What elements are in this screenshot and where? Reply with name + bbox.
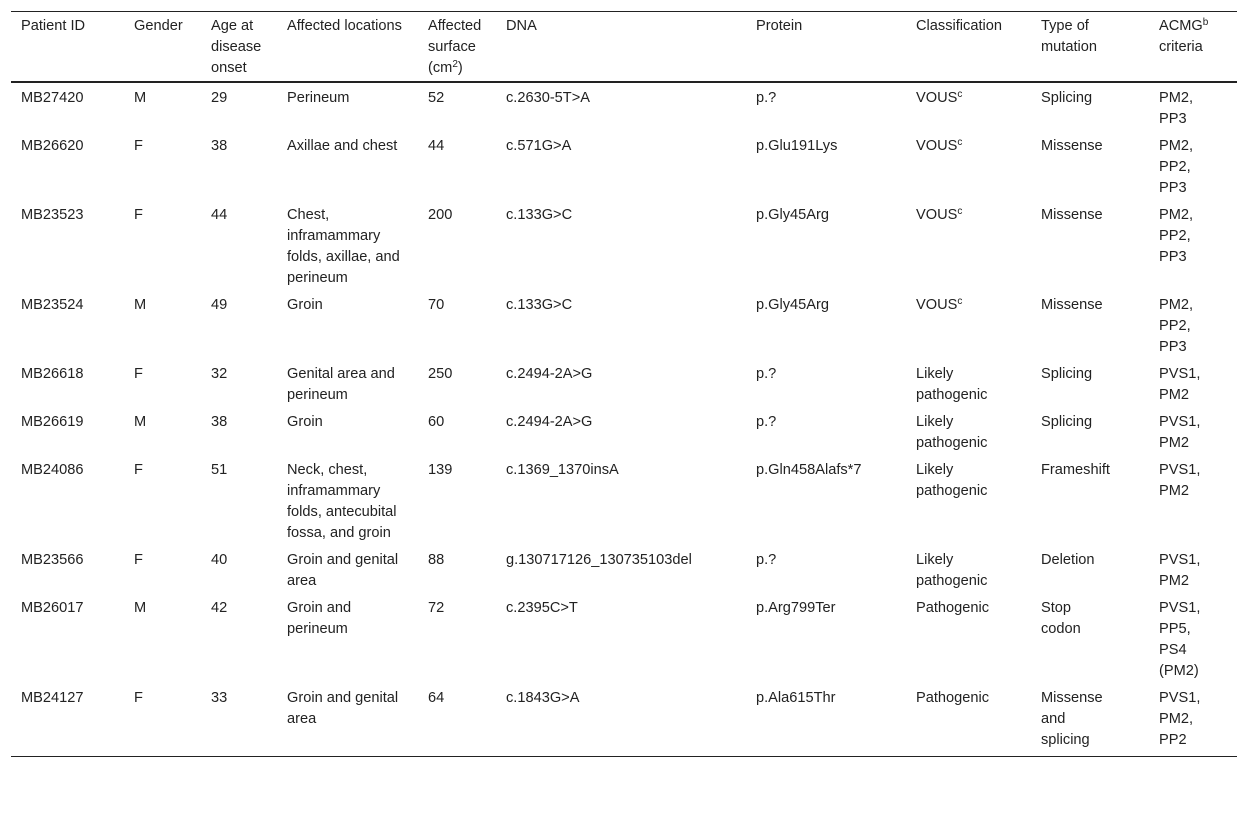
- cell-age: 44: [211, 207, 228, 223]
- mutation-table: [11, 11, 1237, 757]
- cell-mutation-type: Frameshift: [1041, 462, 1110, 478]
- cell-affected-surface: 52: [428, 90, 445, 106]
- cell-mutation-type: Splicing: [1041, 90, 1093, 106]
- table-row: [11, 359, 1237, 407]
- cell-mutation-type: Missense: [1041, 297, 1103, 313]
- header-gender: Gender: [124, 12, 201, 83]
- cell-protein: p.?: [756, 366, 777, 382]
- cell-acmg-criteria: PVS1, PM2: [1159, 552, 1201, 589]
- header-acmg-criteria: ACMG$^b$ criteria: [1149, 12, 1237, 83]
- cell-protein: p.?: [756, 90, 777, 106]
- cell-affected-locations: Groin and genital area: [277, 683, 418, 757]
- cell-mutation-type: Stop codon: [1041, 600, 1081, 637]
- cell-affected-surface: 64: [418, 683, 496, 757]
- cell-affected-locations: Groin: [287, 414, 323, 430]
- cell-age: 38: [211, 138, 228, 154]
- cell-patient-id: MB23524: [21, 297, 84, 313]
- cell-patient-id: MB24086: [21, 462, 84, 478]
- header-patient-id: Patient ID: [11, 12, 124, 83]
- table-row: [11, 593, 1237, 683]
- cell-protein: p.Gly45Arg: [756, 207, 830, 223]
- cell-gender: F: [134, 552, 143, 568]
- cell-classification: Pathogenic: [906, 683, 1031, 757]
- cell-mutation-type: Missense and splicing: [1031, 683, 1149, 757]
- cell-acmg-criteria: PVS1, PM2: [1159, 462, 1201, 499]
- cell-classification: Likely pathogenic: [916, 552, 988, 589]
- header-classification: Classification: [906, 12, 1031, 83]
- table-body: [11, 82, 1237, 757]
- cell-gender: M: [134, 600, 147, 616]
- header-row: [11, 12, 1237, 83]
- header-age-at-onset: Age at disease onset: [201, 12, 277, 83]
- cell-patient-id: MB24127: [11, 683, 124, 757]
- cell-gender: M: [134, 90, 147, 106]
- table-row: [11, 545, 1237, 593]
- cell-classification: Likely pathogenic: [916, 462, 988, 499]
- cell-age: 29: [211, 90, 228, 106]
- cell-classification: VOUS$^c$: [916, 89, 963, 106]
- cell-mutation-type: Missense: [1041, 207, 1103, 223]
- cell-age: 40: [211, 552, 228, 568]
- cell-classification: VOUS$^c$: [916, 296, 963, 313]
- cell-protein: p.Gly45Arg: [756, 297, 830, 313]
- cell-acmg-criteria: PVS1, PM2: [1159, 414, 1201, 451]
- cell-dna: c.2395C>T: [506, 600, 578, 616]
- cell-gender: M: [134, 414, 147, 430]
- cell-classification: VOUS$^c$: [916, 206, 963, 223]
- cell-acmg-criteria: PM2, PP3: [1159, 90, 1194, 127]
- cell-affected-locations: Genital area and perineum: [287, 366, 395, 403]
- cell-affected-locations: Groin and genital area: [287, 552, 399, 589]
- cell-gender: F: [134, 462, 143, 478]
- cell-acmg-criteria: PVS1, PM2, PP2: [1149, 683, 1237, 757]
- cell-age: 32: [211, 366, 228, 382]
- cell-patient-id: MB26017: [21, 600, 84, 616]
- cell-dna: c.133G>C: [506, 207, 573, 223]
- cell-classification: Likely pathogenic: [916, 366, 988, 403]
- cell-affected-locations: Groin and perineum: [287, 600, 352, 637]
- cell-affected-locations: Groin: [287, 297, 323, 313]
- cell-acmg-criteria: PVS1, PP5, PS4 (PM2): [1159, 600, 1201, 679]
- table-row: [11, 82, 1237, 131]
- cell-affected-surface: 250: [428, 366, 453, 382]
- cell-gender: F: [134, 366, 143, 382]
- cell-patient-id: MB26618: [21, 366, 84, 382]
- cell-acmg-criteria: PM2, PP2, PP3: [1159, 297, 1194, 355]
- cell-dna: g.130717126_130735103del: [506, 552, 692, 568]
- table-row: [11, 455, 1237, 545]
- cell-gender: F: [134, 207, 143, 223]
- cell-age: 42: [211, 600, 228, 616]
- header-affected-locations: Affected locations: [277, 12, 418, 83]
- cell-mutation-type: Splicing: [1041, 366, 1093, 382]
- header-affected-surface: Affected surface $(cm^2)$: [418, 12, 496, 83]
- cell-age: 51: [211, 462, 228, 478]
- header-protein: Protein: [746, 12, 906, 83]
- cell-affected-surface: 88: [428, 552, 445, 568]
- cell-acmg-criteria: PM2, PP2, PP3: [1159, 207, 1194, 265]
- cell-acmg-criteria: PM2, PP2, PP3: [1159, 138, 1194, 196]
- cell-affected-surface: 44: [428, 138, 445, 154]
- cell-affected-surface: 200: [428, 207, 453, 223]
- table-row: [11, 290, 1237, 359]
- cell-age: 49: [211, 297, 228, 313]
- cell-protein: p.?: [756, 552, 777, 568]
- cell-affected-surface: 70: [428, 297, 445, 313]
- cell-gender: F: [124, 683, 201, 757]
- cell-gender: M: [134, 297, 147, 313]
- table-row: [11, 131, 1237, 200]
- cell-dna: c.571G>A: [506, 138, 572, 154]
- cell-classification: Likely pathogenic: [916, 414, 988, 451]
- cell-affected-surface: 72: [428, 600, 445, 616]
- table-row: [11, 407, 1237, 455]
- cell-gender: F: [134, 138, 143, 154]
- cell-dna: c.2630-5T>A: [506, 90, 590, 106]
- cell-dna: c.1843G>A: [496, 683, 746, 757]
- cell-age: 33: [201, 683, 277, 757]
- cell-protein: p.Ala615Thr: [746, 683, 906, 757]
- cell-patient-id: MB26619: [21, 414, 84, 430]
- cell-affected-surface: 60: [428, 414, 445, 430]
- header-mutation-type: Type of mutation: [1031, 12, 1149, 83]
- cell-affected-locations: Perineum: [287, 90, 350, 106]
- cell-acmg-criteria: PVS1, PM2: [1159, 366, 1201, 403]
- cell-mutation-type: Splicing: [1041, 414, 1093, 430]
- cell-protein: p.?: [756, 414, 777, 430]
- cell-patient-id: MB23523: [21, 207, 84, 223]
- table-row: [11, 200, 1237, 290]
- cell-dna: c.2494-2A>G: [506, 366, 593, 382]
- cell-protein: p.Arg799Ter: [756, 600, 836, 616]
- table-row: [11, 683, 1237, 757]
- cell-affected-locations: Neck, chest, inframammary folds, antecubital fossa, and groin: [287, 462, 397, 541]
- cell-mutation-type: Deletion: [1041, 552, 1095, 568]
- cell-protein: p.Gln458Alafs*7: [756, 462, 862, 478]
- header-dna: DNA: [496, 12, 746, 83]
- cell-classification: Pathogenic: [916, 600, 990, 616]
- cell-dna: c.1369_1370insA: [506, 462, 619, 478]
- cell-patient-id: MB26620: [21, 138, 84, 154]
- cell-classification: VOUS$^c$: [916, 137, 963, 154]
- cell-dna: c.133G>C: [506, 297, 573, 313]
- cell-affected-locations: Axillae and chest: [287, 138, 398, 154]
- cell-age: 38: [211, 414, 228, 430]
- cell-patient-id: MB27420: [21, 90, 84, 106]
- cell-affected-locations: Chest, inframammary folds, axillae, and perineum: [287, 207, 400, 286]
- cell-mutation-type: Missense: [1041, 138, 1103, 154]
- cell-affected-surface: 139: [428, 462, 453, 478]
- cell-dna: c.2494-2A>G: [506, 414, 593, 430]
- cell-protein: p.Glu191Lys: [756, 138, 838, 154]
- cell-patient-id: MB23566: [21, 552, 84, 568]
